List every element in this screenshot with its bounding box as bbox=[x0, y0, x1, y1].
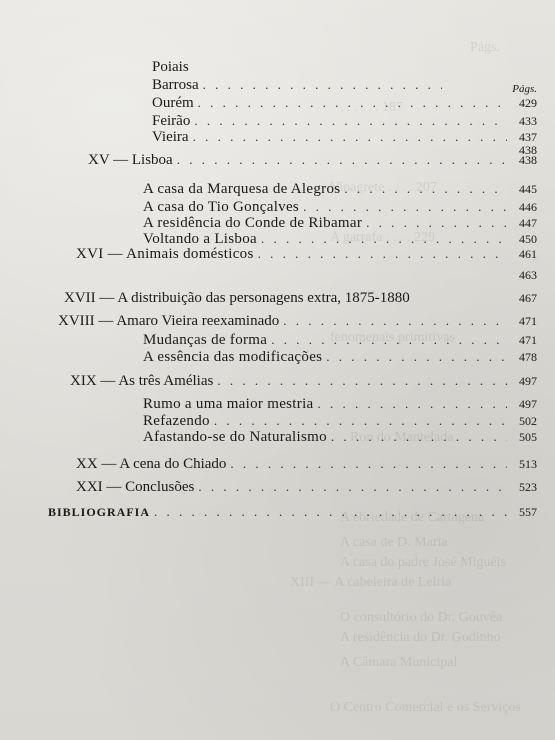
toc-page-number: 505 bbox=[519, 430, 537, 444]
toc-page-number: 450 bbox=[519, 232, 537, 246]
toc-entry-label: A casa do Tio Gonçalves bbox=[143, 199, 300, 215]
toc-entry-afastando-naturalismo[interactable] bbox=[143, 428, 537, 446]
toc-chapter-xvi[interactable] bbox=[76, 245, 537, 263]
leader-dots bbox=[198, 478, 507, 496]
toc-page-number: 497 bbox=[519, 397, 537, 411]
toc-page-number: 429 bbox=[519, 96, 537, 110]
toc-chapter-label: XVI — Animais domésticos bbox=[76, 246, 254, 262]
toc-entry-label: Barrosa bbox=[152, 77, 199, 93]
book-page: Págs. . . . . . . 187 Vinagrete . . . . 207 A garrafa . . . . 229 fenomenais primitivas Ron do Mantelada A ebriedade de Cartagena A casa de D. Maria A casa do padre José Miguéis XIII — A cabeleira de Leiria O consultório do Dr. Gouvêa A residência do Dr. Godinho A Câmara Municipal O Centro Comercial e os Serviços Págs. Poiais Barrosa . . . Ourém . . . 429 Feirão . . . 433 Vieira . . . 437 438 XV — Lisboa . . . 438 A casa da Marquesa de Alegros . . . 445 A casa do Tio Gonçalves . . . 446 A residência do Conde de Ribamar . . . 447 Voltando a Lisboa . . . 450 XVI — Animais domésticos . . . 461 463 XVII — A distribuição das personagens extra, 1875-1880 467 XVIII — Amaro Vieira reexaminado . . . 471 Mudanças de forma . . . 471 A essência das modificações . . . 478 XIX — As três Amélias . . . 497 Rumo a uma maior mestria . . . 497 Refazendo . . . 502 Afastando-se do Naturalismo . . . 505 XX — A cena do Chiado . . . 513 XXI — Conclusões . . . 523 BIBLIOGRAFIA . . . 557 bbox=[0, 0, 555, 740]
toc-page-number: 513 bbox=[519, 457, 537, 471]
leader-dots bbox=[203, 76, 442, 94]
leader-dots bbox=[198, 94, 507, 112]
toc-entry-label: Poiais bbox=[152, 59, 189, 75]
leader-dots bbox=[344, 180, 507, 198]
toc-entry-label: BIBLIOGRAFIA bbox=[48, 505, 151, 519]
toc-entry-label: Refazendo bbox=[143, 413, 210, 429]
pages-column-header: Págs. bbox=[512, 83, 537, 95]
toc-chapter-label: XXI — Conclusões bbox=[76, 479, 195, 495]
leader-dots bbox=[283, 312, 507, 330]
toc-entry-label: Vieira bbox=[152, 129, 189, 145]
toc-chapter-label: XIX — As três Amélias bbox=[70, 373, 214, 389]
toc-entry-rumo-mestria[interactable] bbox=[143, 395, 537, 413]
toc-entry-marquesa[interactable] bbox=[143, 180, 537, 198]
toc-entry-label: Mudanças de forma bbox=[143, 332, 268, 348]
leader-dots bbox=[154, 503, 507, 521]
leader-dots bbox=[230, 455, 507, 473]
toc-entry-label: Rumo a uma maior mestria bbox=[143, 396, 314, 412]
toc-page-number: 471 bbox=[519, 314, 537, 328]
toc-entry-barrosa[interactable] bbox=[152, 76, 472, 94]
toc-chapter-label: XVII — A distribuição das personagens extra, 1875-1880 bbox=[64, 290, 410, 306]
toc-entry-ourem[interactable] bbox=[152, 94, 537, 112]
toc-chapter-label: XX — A cena do Chiado bbox=[76, 456, 227, 472]
leader-dots bbox=[331, 428, 507, 446]
toc-page-number: 438 bbox=[519, 143, 537, 157]
toc-entry-mudancas-forma[interactable] bbox=[143, 331, 537, 349]
toc-page-number: 497 bbox=[519, 374, 537, 388]
leader-dots bbox=[318, 395, 508, 413]
toc-page-number: 557 bbox=[519, 505, 537, 519]
toc-entry-label: Afastando-se do Naturalismo bbox=[143, 429, 327, 445]
toc-page-number: 463 bbox=[519, 268, 537, 282]
toc-entry-label: Voltando a Lisboa bbox=[143, 231, 257, 247]
toc-chapter-xx[interactable] bbox=[76, 455, 537, 473]
toc-page-number: 471 bbox=[519, 333, 537, 347]
toc-page-number: 433 bbox=[519, 114, 537, 128]
toc-page-number: 478 bbox=[519, 350, 537, 364]
toc-chapter-xv[interactable] bbox=[88, 151, 537, 169]
leader-dots bbox=[258, 245, 507, 263]
toc-page-number: 445 bbox=[519, 182, 537, 196]
leader-dots bbox=[271, 331, 507, 349]
toc-page-number: 446 bbox=[519, 200, 537, 214]
toc-entry-label: Feirão bbox=[152, 113, 191, 129]
toc-entry-label: Ourém bbox=[152, 95, 194, 111]
toc-page-number: 461 bbox=[519, 247, 537, 261]
toc-page-number: 523 bbox=[519, 480, 537, 494]
toc-page-number: 438 bbox=[519, 153, 537, 167]
toc-chapter-xviii[interactable] bbox=[58, 312, 537, 330]
leader-dots bbox=[177, 151, 507, 169]
toc-entry-label: A essência das modificações bbox=[143, 349, 323, 365]
toc-page-number: 437 bbox=[519, 130, 537, 144]
toc-chapter-xvii[interactable] bbox=[64, 289, 537, 307]
toc-entry-continuation bbox=[76, 266, 537, 284]
toc-chapter-xix[interactable] bbox=[70, 372, 537, 390]
toc-page-number: 447 bbox=[519, 216, 537, 230]
leader-dots bbox=[217, 372, 507, 390]
toc-chapter-label: XV — Lisboa bbox=[88, 152, 173, 168]
toc-entry-label: A casa da Marquesa de Alegros bbox=[143, 181, 341, 197]
toc-page-number: 467 bbox=[519, 291, 537, 305]
toc-bibliography[interactable] bbox=[48, 503, 537, 521]
toc-page-number: 502 bbox=[519, 414, 537, 428]
leader-dots bbox=[326, 348, 507, 366]
toc-entry-label: A residência do Conde de Ribamar bbox=[143, 215, 363, 231]
toc-chapter-xxi[interactable] bbox=[76, 478, 537, 496]
toc-chapter-label: XVIII — Amaro Vieira reexaminado bbox=[58, 313, 280, 329]
toc-entry-essencia-modificacoes[interactable] bbox=[143, 348, 537, 366]
toc-entry-poiais[interactable] bbox=[152, 58, 537, 76]
